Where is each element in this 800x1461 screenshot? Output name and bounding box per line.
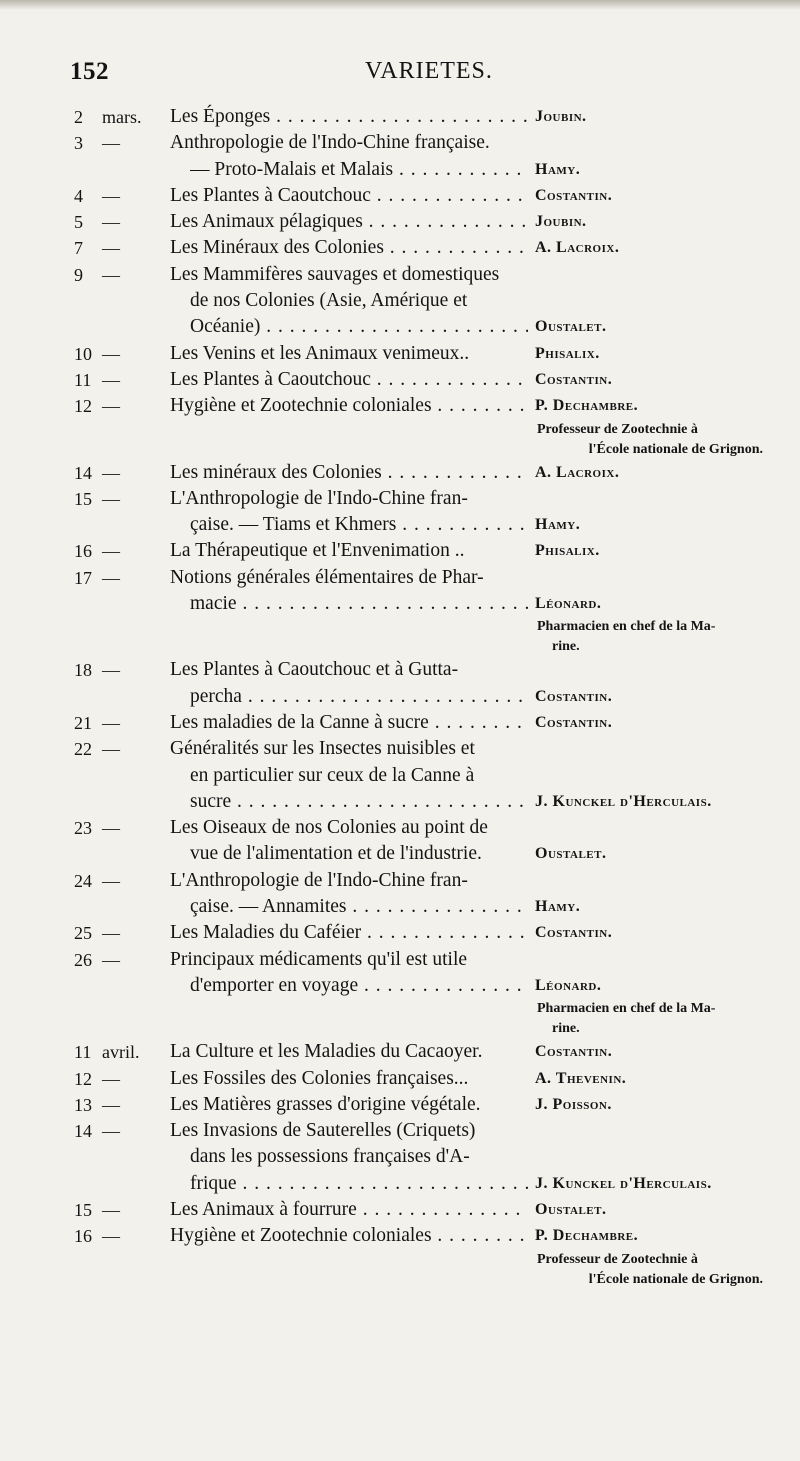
- entry-line: [0, 868, 800, 894]
- entry-title-line: çaise. — Annamites . . .: [190, 894, 528, 920]
- speaker-affiliation: l'École nationale de Grignon.: [588, 1271, 763, 1287]
- entry-line: [0, 486, 800, 512]
- entry-month: —: [102, 212, 120, 233]
- entry-date: [74, 565, 160, 591]
- entry-line: [0, 512, 800, 538]
- entry-speaker: Costantin.: [535, 370, 613, 388]
- entry-day: 18: [74, 660, 92, 681]
- entry-line: [0, 657, 800, 683]
- schedule-entry: [0, 868, 800, 921]
- schedule-entry: [0, 393, 800, 459]
- schedule-entry: [0, 262, 800, 341]
- entry-title-line: frique . . .: [190, 1171, 528, 1197]
- entry-month: —: [102, 488, 120, 509]
- entry-line: [0, 288, 800, 314]
- entry-month: —: [102, 185, 120, 206]
- schedule-entry: [0, 1039, 800, 1065]
- entry-title-line: Les Plantes à Caoutchouc . . .: [170, 367, 528, 393]
- entry-month: —: [102, 567, 120, 588]
- entry-line: [0, 763, 800, 789]
- entry-date: [74, 1118, 160, 1144]
- entry-line: [0, 789, 800, 815]
- entry-speaker: Léonard.: [535, 595, 602, 613]
- schedule-entry: [0, 486, 800, 539]
- entry-speaker: J. Poisson.: [535, 1095, 612, 1113]
- entry-speaker: Léonard.: [535, 976, 602, 994]
- entry-date: [74, 736, 160, 762]
- entry-title-line: Les Animaux pélagiques . . .: [170, 209, 528, 235]
- schedule-entry: [0, 1223, 800, 1289]
- entry-day: 23: [74, 818, 92, 839]
- entry-title-line: La Culture et les Maladies du Cacaoyer.: [170, 1041, 483, 1063]
- entry-line: [0, 183, 800, 209]
- entry-title-line: Les Mammifères sauvages et domestiques: [170, 263, 500, 285]
- entry-speaker: Phisalix.: [535, 344, 600, 362]
- entry-month: —: [102, 396, 120, 417]
- entry-title-line: Notions générales élémentaires de Phar-: [170, 566, 484, 588]
- schedule-entry: [0, 1197, 800, 1223]
- schedule-entry: [0, 341, 800, 367]
- entry-day: 16: [74, 541, 92, 562]
- entry-day: 21: [74, 712, 92, 733]
- entry-date: [74, 486, 160, 512]
- schedule-entry: [0, 1118, 800, 1197]
- entry-month: —: [102, 264, 120, 285]
- entry-day: 16: [74, 1226, 92, 1247]
- entry-speaker: A. Lacroix.: [535, 463, 620, 481]
- entry-speaker: P. Dechambre.: [535, 1227, 639, 1245]
- entry-date: [74, 209, 160, 235]
- entry-month: —: [102, 1068, 120, 1089]
- entry-day: 11: [74, 369, 92, 390]
- entry-day: 2: [74, 107, 83, 127]
- entry-title-line: sucre . . .: [190, 789, 528, 815]
- entry-day: 14: [74, 1121, 92, 1142]
- entry-title-line: La Thérapeutique et l'Envenimation ..: [170, 540, 465, 562]
- schedule-entry: [0, 460, 800, 486]
- entry-title-line: L'Anthropologie de l'Indo-Chine fran-: [170, 869, 468, 891]
- entry-speaker: Oustalet.: [535, 845, 607, 863]
- entry-title-line: Les Oiseaux de nos Colonies au point de: [170, 817, 488, 839]
- speaker-note-line: [0, 420, 800, 440]
- entry-line: [0, 1092, 800, 1118]
- schedule-entry: [0, 815, 800, 868]
- entry-title-line: çaise. — Tiams et Khmers . . .: [190, 512, 528, 538]
- entry-day: 26: [74, 949, 92, 970]
- entry-line: [0, 894, 800, 920]
- speaker-affiliation: Pharmacien en chef de la Ma-: [537, 1001, 716, 1017]
- entry-title-line: Généralités sur les Insectes nuisibles et: [170, 738, 475, 760]
- entry-day: 25: [74, 923, 92, 944]
- entry-line: [0, 104, 800, 130]
- entry-line: [0, 684, 800, 710]
- entry-month: avril.: [102, 1042, 140, 1063]
- entry-month: —: [102, 870, 120, 891]
- speaker-affiliation: l'École nationale de Grignon.: [588, 441, 763, 457]
- entry-speaker: Costantin.: [535, 186, 613, 204]
- entry-speaker: A. Thevenin.: [535, 1069, 627, 1087]
- entry-title-line: Les Éponges . . .: [170, 104, 528, 130]
- entry-speaker: P. Dechambre.: [535, 397, 639, 415]
- entry-title-line: Océanie) . . .: [190, 314, 528, 340]
- entry-title-line: Les Venins et les Animaux venimeux..: [170, 342, 470, 364]
- entry-line: [0, 841, 800, 867]
- entry-day: 15: [74, 1199, 92, 1220]
- entry-line: [0, 591, 800, 617]
- entry-day: 13: [74, 1094, 92, 1115]
- entry-title-line: Principaux médicaments qu'il est utile: [170, 948, 468, 970]
- entry-title-line: percha . . .: [190, 684, 528, 710]
- speaker-note-line: [0, 1250, 800, 1270]
- entry-month: —: [102, 923, 120, 944]
- speaker-note-line: [0, 440, 800, 460]
- entry-day: 9: [74, 264, 83, 285]
- schedule-entry: [0, 1066, 800, 1092]
- entry-date: [74, 130, 160, 156]
- entry-month: —: [102, 818, 120, 839]
- entry-line: [0, 367, 800, 393]
- entry-date: [74, 815, 160, 841]
- page-number: 152: [70, 58, 109, 85]
- entry-month: —: [102, 133, 120, 154]
- entry-line: [0, 157, 800, 183]
- entry-month: —: [102, 238, 120, 259]
- entry-title-line: macie . . .: [190, 591, 528, 617]
- entry-day: 24: [74, 870, 92, 891]
- entry-month: —: [102, 541, 120, 562]
- schedule-entry: [0, 736, 800, 815]
- entry-line: [0, 314, 800, 340]
- entry-speaker: Costantin.: [535, 687, 613, 705]
- entry-line: [0, 209, 800, 235]
- entry-month: —: [102, 1199, 120, 1220]
- entry-speaker: A. Lacroix.: [535, 239, 620, 257]
- schedule-entry: [0, 130, 800, 183]
- entry-day: 10: [74, 343, 92, 364]
- entry-line: [0, 815, 800, 841]
- entry-line: [0, 1118, 800, 1144]
- entry-month: —: [102, 1226, 120, 1247]
- entry-title-line: Les Matières grasses d'origine végétale.: [170, 1093, 481, 1115]
- entry-date: [74, 460, 160, 486]
- entry-line: [0, 393, 800, 419]
- entry-date: [74, 262, 160, 288]
- entry-title-line: Les Animaux à fourrure . . .: [170, 1197, 528, 1223]
- entry-speaker: Hamy.: [535, 516, 581, 534]
- entry-title-line: Les Plantes à Caoutchouc et à Gutta-: [170, 659, 459, 681]
- entry-title-line: Les Fossiles des Colonies françaises...: [170, 1067, 469, 1089]
- entry-title-line: — Proto-Malais et Malais . . .: [190, 157, 528, 183]
- speaker-affiliation: rine.: [552, 639, 580, 655]
- page-header: [70, 58, 760, 92]
- entry-speaker: Costantin.: [535, 713, 613, 731]
- entry-day: 7: [74, 238, 83, 259]
- entry-speaker: Costantin.: [535, 924, 613, 942]
- entry-month: —: [102, 462, 120, 483]
- entry-date: [74, 1092, 160, 1118]
- entry-date: [74, 104, 160, 130]
- schedule-entry: [0, 183, 800, 209]
- entry-line: [0, 1197, 800, 1223]
- schedule-entry: [0, 920, 800, 946]
- entry-speaker: Hamy.: [535, 160, 581, 178]
- entry-date: [74, 1066, 160, 1092]
- entry-month: —: [102, 739, 120, 760]
- entry-day: 11: [74, 1042, 92, 1063]
- entry-day: 3: [74, 133, 83, 154]
- entry-date: [74, 1223, 160, 1249]
- entry-line: [0, 1171, 800, 1197]
- entry-date: [74, 341, 160, 367]
- speaker-note-line: [0, 999, 800, 1019]
- entry-speaker: Oustalet.: [535, 1200, 607, 1218]
- entry-line: [0, 262, 800, 288]
- entry-date: [74, 393, 160, 419]
- entry-title-line: L'Anthropologie de l'Indo-Chine fran-: [170, 487, 468, 509]
- entry-day: 22: [74, 739, 92, 760]
- entry-title-line: Les Plantes à Caoutchouc . . .: [170, 183, 528, 209]
- entry-line: [0, 235, 800, 261]
- entry-speaker: Costantin.: [535, 1043, 613, 1061]
- speaker-affiliation: rine.: [552, 1021, 580, 1037]
- entry-date: [74, 920, 160, 946]
- speaker-affiliation: Professeur de Zootechnie à: [537, 421, 698, 437]
- entry-speaker: Joubin.: [535, 108, 587, 125]
- entry-line: [0, 736, 800, 762]
- entry-line: [0, 710, 800, 736]
- schedule-entry: [0, 367, 800, 393]
- schedule-entry: [0, 710, 800, 736]
- schedule-entry: [0, 565, 800, 658]
- entry-date: [74, 657, 160, 683]
- entry-date: [74, 538, 160, 564]
- entry-title-line: en particulier sur ceux de la Canne à: [190, 764, 475, 786]
- speaker-note-line: [0, 637, 800, 657]
- entry-date: [74, 367, 160, 393]
- entry-day: 15: [74, 488, 92, 509]
- running-title: VARIETES.: [365, 58, 493, 84]
- entry-title-line: d'emporter en voyage . . .: [190, 973, 528, 999]
- entry-title-line: Anthropologie de l'Indo-Chine française.: [170, 132, 490, 154]
- entry-line: [0, 920, 800, 946]
- entry-date: [74, 947, 160, 973]
- speaker-note-line: [0, 617, 800, 637]
- speaker-affiliation: Pharmacien en chef de la Ma-: [537, 619, 716, 635]
- entry-line: [0, 973, 800, 999]
- entry-line: [0, 1144, 800, 1170]
- entry-line: [0, 565, 800, 591]
- entry-title-line: Les maladies de la Canne à sucre . . .: [170, 710, 528, 736]
- schedule-entry: [0, 538, 800, 564]
- entry-month: —: [102, 343, 120, 364]
- entry-title-line: Les Invasions de Sauterelles (Criquets): [170, 1120, 476, 1142]
- entry-title-line: dans les possessions françaises d'A-: [190, 1146, 470, 1168]
- entry-title-line: de nos Colonies (Asie, Amérique et: [190, 290, 468, 312]
- page-edge: [0, 0, 800, 10]
- entry-month: —: [102, 1094, 120, 1115]
- entry-speaker: J. Kunckel d'Herculais.: [535, 792, 712, 810]
- speaker-note-line: [0, 1270, 800, 1290]
- entry-day: 4: [74, 185, 83, 206]
- entry-line: [0, 538, 800, 564]
- schedule-entry: [0, 947, 800, 1040]
- entry-day: 12: [74, 1068, 92, 1089]
- entry-date: [74, 868, 160, 894]
- speaker-affiliation: Professeur de Zootechnie à: [537, 1251, 698, 1267]
- entry-date: [74, 1039, 160, 1065]
- entry-month: —: [102, 949, 120, 970]
- entry-month: —: [102, 369, 120, 390]
- schedule-entry: [0, 235, 800, 261]
- entry-date: [74, 1197, 160, 1223]
- entry-line: [0, 947, 800, 973]
- entry-month: mars.: [102, 107, 142, 127]
- entry-title-line: Les Maladies du Caféier . . .: [170, 920, 528, 946]
- entry-month: —: [102, 660, 120, 681]
- entry-line: [0, 341, 800, 367]
- entry-day: 12: [74, 396, 92, 417]
- schedule-entry: [0, 657, 800, 710]
- entry-title-line: Les minéraux des Colonies . . .: [170, 460, 528, 486]
- entry-speaker: Hamy.: [535, 898, 581, 916]
- entry-title-line: Hygiène et Zootechnie coloniales . . .: [170, 393, 528, 419]
- entry-month: —: [102, 712, 120, 733]
- entry-speaker: Joubin.: [535, 213, 587, 231]
- entry-speaker: Oustalet.: [535, 318, 607, 336]
- entry-speaker: J. Kunckel d'Herculais.: [535, 1174, 712, 1192]
- entry-line: [0, 460, 800, 486]
- entry-line: [0, 1223, 800, 1249]
- entry-date: [74, 235, 160, 261]
- entry-date: [74, 183, 160, 209]
- entry-date: [74, 710, 160, 736]
- entry-day: 5: [74, 212, 83, 233]
- lecture-schedule: [0, 104, 800, 1290]
- entry-title-line: Les Minéraux des Colonies . . .: [170, 235, 528, 261]
- entry-line: [0, 1039, 800, 1065]
- entry-speaker: Phisalix.: [535, 542, 600, 560]
- entry-title-line: Hygiène et Zootechnie coloniales . . .: [170, 1223, 528, 1249]
- entry-line: [0, 130, 800, 156]
- entry-day: 14: [74, 462, 92, 483]
- entry-day: 17: [74, 567, 92, 588]
- schedule-entry: [0, 209, 800, 235]
- schedule-entry: [0, 104, 800, 130]
- schedule-entry: [0, 1092, 800, 1118]
- entry-line: [0, 1066, 800, 1092]
- entry-month: —: [102, 1121, 120, 1142]
- speaker-note-line: [0, 1019, 800, 1039]
- entry-title-line: vue de l'alimentation et de l'industrie.: [190, 843, 482, 865]
